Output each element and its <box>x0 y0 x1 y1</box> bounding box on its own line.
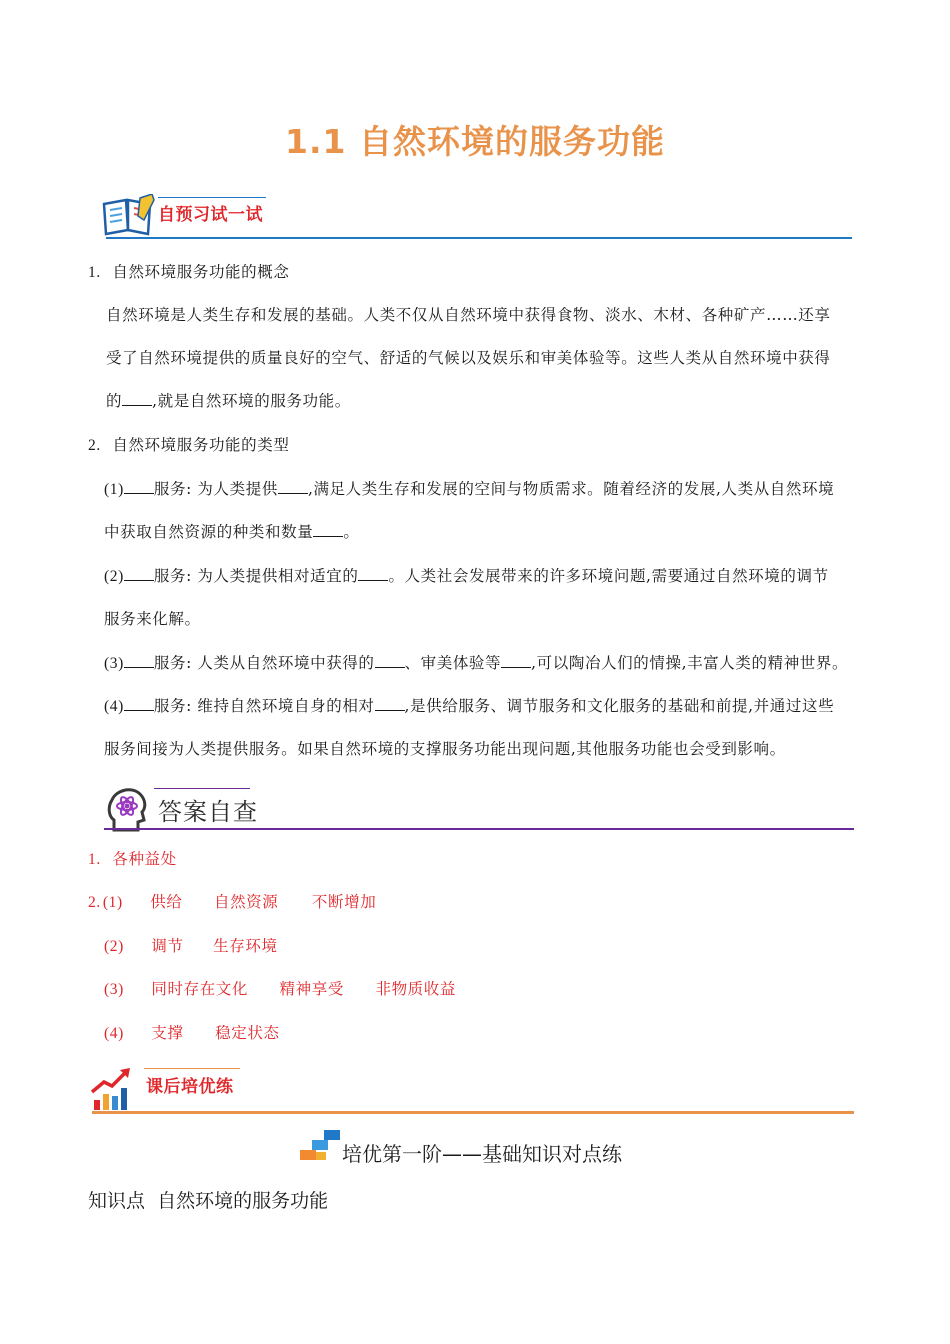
answer-1: 1. 各种益处 <box>88 850 177 868</box>
section-header-preview <box>100 188 852 242</box>
fill-blank[interactable] <box>278 479 308 494</box>
answer-value: 同时存在文化 <box>151 980 249 998</box>
fill-blank[interactable] <box>313 522 343 537</box>
section-label-bar <box>158 197 266 198</box>
answer-value: 不断增加 <box>311 893 377 911</box>
head-atom-icon <box>106 786 150 832</box>
item-4-line-1: (4) 服务: 维持自然环境自身的相对 ,是供给服务、调节服务和文化服务的基础和前提,并通过这些 <box>104 697 835 715</box>
item-2-line-1: (2) 服务: 为人类提供相对适宜的 。人类社会发展带来的许多环境问题,需要通过自然环境的调节 <box>104 567 829 585</box>
knowledge-point-title: 知识点 自然环境的服务功能 <box>88 1190 329 1212</box>
item-1-line-1: (1) 服务: 为人类提供 ,满足人类生存和发展的空间与物质需求。随着经济的发展,人类从自然环境 <box>104 480 835 498</box>
answer-value: 供给 <box>150 893 183 911</box>
section-header-answers <box>104 784 856 836</box>
section-label-practice: 课后培优练 <box>146 1077 234 1097</box>
growth-chart-icon <box>90 1066 134 1112</box>
item-3-line-1: (3) 服务: 人类从自然环境中获得的 、审美体验等 ,可以陶冶人们的情操,丰富人类的精神世界。 <box>104 654 849 672</box>
section-label-bar <box>144 1068 240 1069</box>
fill-blank[interactable] <box>124 479 154 494</box>
fill-blank[interactable] <box>358 566 388 581</box>
item-2-line-2: 服务来化解。 <box>104 610 201 628</box>
fill-blank[interactable] <box>375 653 405 668</box>
paragraph-line: 自然环境是人类生存和发展的基础。人类不仅从自然环境中获得食物、淡水、木材、各种矿产……还享 <box>106 306 831 324</box>
answer-value: 调节 <box>151 937 184 955</box>
fill-blank[interactable] <box>122 391 152 406</box>
answer-value: 支撑 <box>151 1024 184 1042</box>
section-divider-practice <box>92 1111 854 1114</box>
answer-value: 生存环境 <box>213 937 278 955</box>
section-label-preview: 自预习试一试 <box>158 205 263 225</box>
paragraph-line: 的 ,就是自然环境的服务功能。 <box>106 392 351 410</box>
fill-blank[interactable] <box>124 566 154 581</box>
answer-value: 自然资源 <box>213 893 279 911</box>
section-label-bar <box>154 788 250 789</box>
fill-blank[interactable] <box>124 653 154 668</box>
stairs-icon <box>298 1130 342 1164</box>
answer-2-row-1: 2. (1) 供给 自然资源 不断增加 <box>88 890 376 912</box>
section-divider-preview <box>106 237 852 239</box>
section-label-answers: 答案自查 <box>158 798 258 826</box>
book-icon <box>100 194 156 236</box>
paragraph-line: 受了自然环境提供的质量良好的空气、舒适的气候以及娱乐和审美体验等。这些人类从自然环境中获得 <box>106 349 831 367</box>
fill-blank[interactable] <box>375 696 405 711</box>
fill-blank[interactable] <box>124 696 154 711</box>
section-header-practice <box>88 1064 854 1118</box>
answer-value: 精神享受 <box>279 980 344 998</box>
question-1-heading: 1. 自然环境服务功能的概念 <box>88 263 290 281</box>
page-title: 1.1 自然环境的服务功能 <box>285 122 665 161</box>
stage-title: 培优第一阶——基础知识对点练 <box>342 1142 622 1166</box>
answer-2-row-2: (2) 调节 生存环境 <box>104 934 278 956</box>
stage-heading <box>296 1130 696 1166</box>
item-4-line-2: 服务间接为人类提供服务。如果自然环境的支撑服务功能出现问题,其他服务功能也会受到影响。 <box>104 740 786 758</box>
answer-2-row-4: (4) 支撑 稳定状态 <box>104 1021 280 1043</box>
answer-value: 稳定状态 <box>215 1024 280 1042</box>
item-1-line-2: 中获取自然资源的种类和数量 。 <box>104 523 360 541</box>
section-divider-answers <box>104 828 854 830</box>
question-2-heading: 2. 自然环境服务功能的类型 <box>88 436 290 454</box>
fill-blank[interactable] <box>501 653 531 668</box>
answer-2-row-3: (3) 同时存在文化 精神享受 非物质收益 <box>104 977 456 999</box>
answer-value: 非物质收益 <box>375 980 456 998</box>
